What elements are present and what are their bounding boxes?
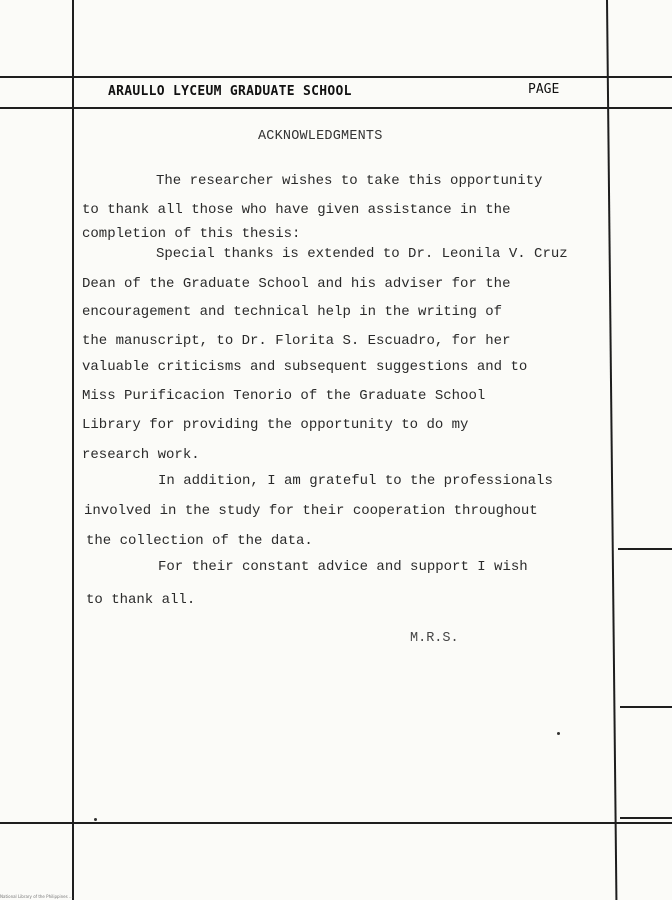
right-side-mark-2: [620, 706, 672, 708]
right-side-mark-1: [618, 548, 672, 550]
body-line: valuable criticisms and subsequent suggestions and to: [82, 359, 528, 375]
body-line: For their constant advice and support I wish: [158, 559, 528, 575]
body-line: the collection of the data.: [86, 533, 313, 549]
body-line: to thank all those who have given assistance in the: [82, 202, 511, 218]
header-top-rule: [0, 76, 672, 78]
body-line: completion of this thesis:: [82, 226, 301, 242]
signature-initials: M.R.S.: [410, 631, 459, 646]
page-label: PAGE: [528, 82, 560, 97]
body-line: involved in the study for their cooperation throughout: [84, 503, 538, 519]
body-line: the manuscript, to Dr. Florita S. Escuadro, for her: [82, 333, 511, 349]
page-title: ACKNOWLEDGMENTS: [258, 129, 383, 144]
header-bottom-rule: [0, 107, 672, 109]
left-margin-rule: [72, 0, 74, 900]
body-line: encouragement and technical help in the writing of: [82, 304, 503, 320]
body-line: The researcher wishes to take this opportunity: [156, 173, 543, 189]
right-side-mark-3: [620, 817, 672, 819]
body-line: to thank all.: [86, 592, 196, 608]
body-line: Library for providing the opportunity to do my: [82, 417, 469, 433]
body-line: Miss Purificacion Tenorio of the Graduate School: [82, 388, 486, 404]
body-line: Special thanks is extended to Dr. Leonila V. Cruz: [156, 246, 568, 262]
bottom-rule: [0, 822, 672, 824]
body-line: In addition, I am grateful to the professionals: [158, 473, 553, 489]
right-margin-rule: [606, 0, 617, 900]
ink-speck: [94, 818, 97, 821]
body-line: Dean of the Graduate School and his adviser for the: [82, 276, 511, 292]
body-line: research work.: [82, 447, 200, 463]
scan-footer: National Library of the Philippines ...: [0, 894, 73, 899]
school-name: ARAULLO LYCEUM GRADUATE SCHOOL: [108, 84, 352, 99]
ink-speck: [557, 732, 560, 735]
